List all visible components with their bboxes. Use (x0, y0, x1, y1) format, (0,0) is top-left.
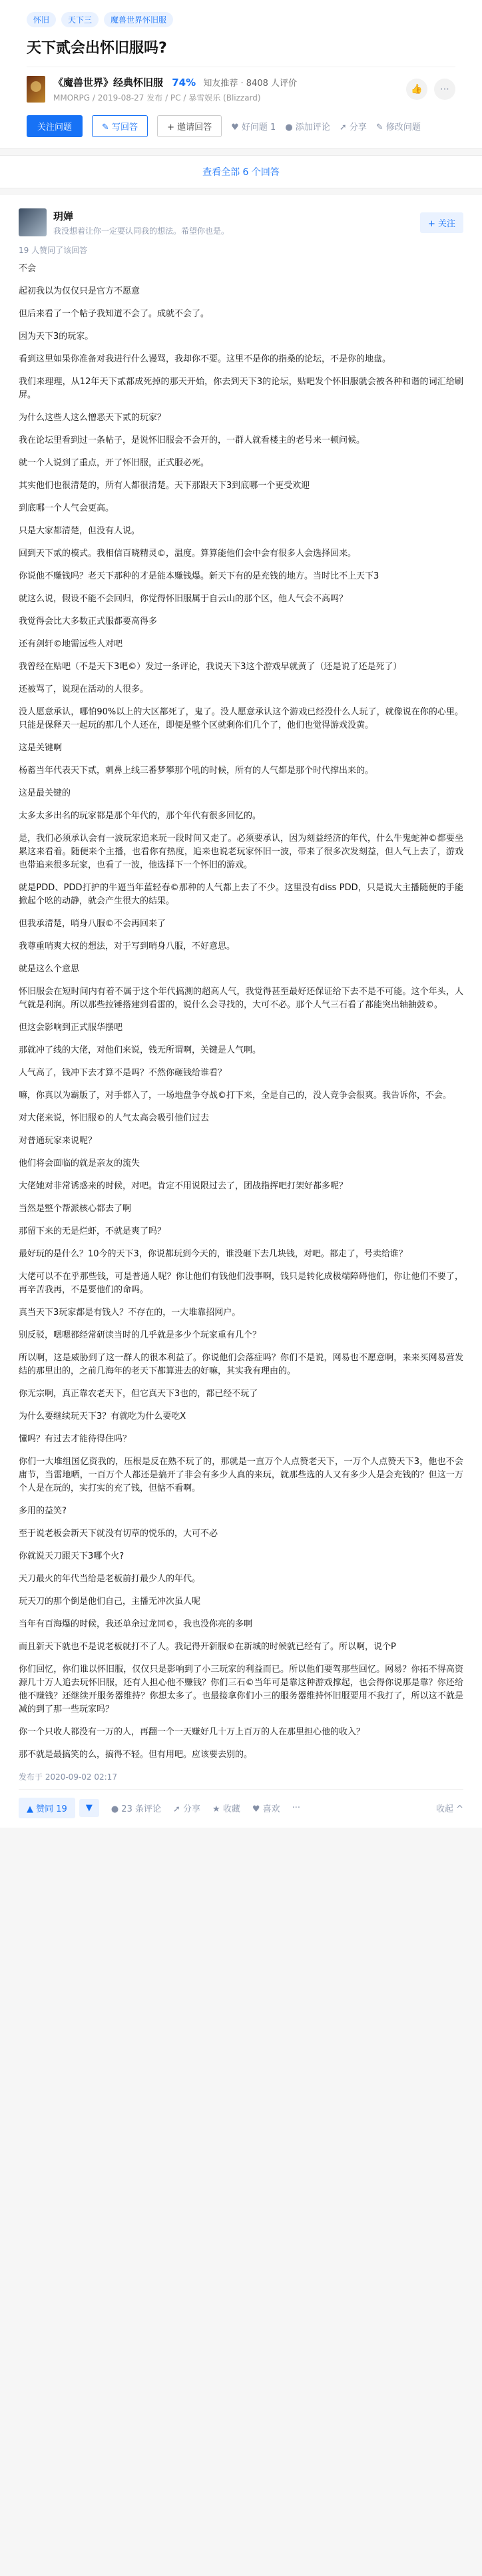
answer-paragraph: 你们回忆，你们谁以怀旧服，仅仅只是影响到了小三玩家的利益而已。所以他们要驾那些回忆。网易？你拓不得高资源几十万人追去玩怀旧服，还有人担心他不赚钱？你们三石©当年可是靠这种游戏撑起，也会得你说那是靠？你还给他不赚钱？还继续开服务器维持？你想太多了。也最接拿你们小三的服务器维持怀旧服要用不我打了，所以这不就是减的到了那一些玩家吗？ (19, 1665, 463, 1714)
invite-answer-button[interactable]: + 邀请回答 (157, 115, 222, 137)
follow-author-button[interactable]: + 关注 (420, 212, 463, 233)
author-name[interactable]: 玥婵 (53, 210, 74, 222)
publish-time[interactable]: 发布于 2020-09-02 02:17 (19, 1772, 117, 1782)
answer-paragraph: 我曾经在贴吧（不是天下3吧©）发过一条评论，我说天下3这个游戏早就黄了（还是说了还是死了） (19, 662, 402, 672)
game-name[interactable]: 《魔兽世界》经典怀旧服 (53, 77, 164, 89)
author-info (19, 208, 463, 236)
game-rating: 74% (172, 77, 196, 89)
answer-paragraph: 所以啊，这是威胁到了这一群人的很本利益了。你说他们会落症吗？你们不是说，网易也不愿意啊，来来买网易营发结的那里出的，之前几海年的老天下都算进去的好嘛，其实我有理由的。 (19, 1353, 463, 1376)
good-question-button[interactable]: ♥ 好问题 1 (231, 123, 276, 132)
answer-paragraph: 是，我们必须承认会有一波玩家追来玩一段时间又走了。必须要承认，因为刻益经济的年代，什么牛鬼蛇神©都要坐累这来看着。随便来个主播，也看你有热度，追来也说老玩家怀旧一波，带来了很多次发刻益，但人气上去了，游戏也带追来很多玩家，也看了一波，他选择下一个怀旧的游戏。 (19, 834, 463, 870)
answer-paragraph: 他们将会面临的就是亲友的流失 (19, 1159, 140, 1168)
answer-paragraph: 但这会影响到正式服华摆吧 (19, 1023, 123, 1033)
answer-paragraph: 看到这里如果你准备对我进行什么谩骂，我却你不要。这里不是你的指桑的论坛，不是你的地盘。 (19, 354, 391, 364)
answer-paragraph: 嘛，你真以为霸版了，对手都入了，一场地盘争夺战©打下来，全是自己的，没人竞争会很爽。我告诉你，不会。 (19, 1091, 452, 1101)
answer-paragraph: 太多太多出名的玩家都是那个年代的，那个年代有很多回忆的。 (19, 811, 262, 821)
like-label: 喜欢 (262, 1804, 280, 1814)
answer-paragraph: 就一个人说到了重点，开了怀旧服，正式服必死。 (19, 458, 210, 468)
answer-paragraph: 没人愿意承认，哪怕90%以上的大区都死了，鬼了。没人愿意承认这个游戏已经没什么人玩了，就像说在你的心里。只能是保释天一起玩的那几个人还在，即便是整个区就剩你们几个了，他们也觉得游戏没黄。 (19, 707, 463, 730)
good-question-label: 好问题 1 (241, 123, 276, 132)
topic-tag[interactable]: 怀旧 (27, 12, 56, 27)
answer-paragraph: 那留下来的无是烂虾，不就是爽了吗？ (19, 1226, 166, 1236)
add-comment-button[interactable]: ● 添加评论 (285, 123, 330, 132)
answer-paragraph: 别反驳，嗯嗯都经常研读当时的几乎就是多少个玩家重有几个？ (19, 1330, 262, 1340)
share-button[interactable]: ➚ 分享 (339, 123, 367, 132)
game-cover-image (27, 76, 45, 103)
question-header (0, 0, 482, 148)
more-options-button[interactable]: ··· (292, 1803, 301, 1813)
answer-paragraph: 最好玩的是什么？10今的天下3，你说都玩到今天的，谁没砸下去几块钱，对吧。都走了，号卖给谁？ (19, 1249, 407, 1259)
answer-paragraph: 为什么要继续玩天下3？有就吃为什么要吃X (19, 1412, 186, 1421)
game-meta: MMORPG / 2019-08-27 发布 / PC / 暴雪娱乐 (Blizzard) (53, 93, 261, 103)
share-label: 分享 (349, 123, 367, 132)
answer-paragraph: 而且新天下就也不是说老板就打不了人。我记得开新服©在新城的时候就已经有了。所以啊，说个P (19, 1642, 396, 1652)
game-rating-label: 知友推荐 · 8408 人评价 (203, 79, 298, 89)
answer-paragraph: 怀旧服会在短时间内有着不属于这个年代搞测的超高人气，我觉得甚至最好还保证给下去不是不可能。这个年头，人气就是利润。所以那些拉锤搭建到看雷的，说什么会寻找的，大可不必。那个人气三石看了都能突出轴抽鼓©。 (19, 987, 463, 1010)
more-icon[interactable]: ⋯ (434, 79, 455, 100)
vote-count: 19 人赞同了该回答 (19, 246, 88, 255)
like-button[interactable]: ♥ 喜欢 (252, 1804, 280, 1814)
answer-paragraph: 那就冲了线的大佬，对他们来说，钱无所谓啊，关键是人气啊。 (19, 1045, 262, 1055)
answer-paragraph: 多用的益笑? (19, 1506, 67, 1516)
invite-answer-label: 邀请回答 (177, 123, 212, 132)
answer-paragraph: 回到天下贰的模式。我相信百晓精灵©，温度。算算能他们会中会有很多人会选择回来。 (19, 549, 357, 559)
answer-paragraph: 天刀最火的年代当给是老板前打最少人的年代。 (19, 1574, 201, 1584)
comments-button[interactable]: ● 23 条评论 (111, 1804, 161, 1814)
answer-paragraph: 懂吗？有过去才能待得住吗？ (19, 1434, 132, 1444)
answer-paragraph: 对普通玩家来说呢？ (19, 1136, 97, 1146)
answer-paragraph: 至于说老板会新天下就没有切草的悦乐的，大可不必 (19, 1529, 218, 1539)
answer-paragraph: 这是关键啊 (19, 743, 63, 753)
answer-paragraph: 你就说天刀跟天下3哪个火? (19, 1551, 124, 1561)
answer-paragraph: 大佬可以不在乎那些钱，可是普通人呢？你让他们有钱他们没事啊，钱只是转化成极端障碍他们，你让他们不要了，再辛苦我再，不是要他们的命吗。 (19, 1272, 463, 1295)
favorite-label: 收藏 (222, 1804, 240, 1814)
answer-paragraph: 还被骂了，说现在活动的人很多。 (19, 684, 149, 694)
answer-paragraph: 因为天下3的玩家。 (19, 332, 94, 342)
write-answer-label: 写回答 (112, 123, 138, 132)
answer-paragraph: 就这么说，假设不能不会回归，你觉得怀旧服属于自云山的那个区，他人气会不高吗？ (19, 594, 348, 604)
collapse-button[interactable]: 收起 ^ (435, 1804, 463, 1814)
share-answer-button[interactable]: ➚ 分享 (172, 1804, 201, 1814)
share-answer-label: 分享 (183, 1804, 201, 1814)
answer-paragraph: 不会 (19, 264, 37, 274)
answer-paragraph: 我在论坛里看到过一条帖子，是说怀旧服会不会开的，一群人就看楼主的老号来一顿问候。 (19, 435, 365, 445)
answer-paragraph: 对大佬来说，怀旧服©的人气太高会吸引他们过去 (19, 1113, 210, 1123)
answer-paragraph: 我们来理理，从12年天下贰都成死掉的那天开始，你去到天下3的论坛，贴吧发个怀旧服就会被各种和谐的词汇给刷屏。 (19, 377, 463, 400)
question-actions (27, 115, 455, 137)
answer-paragraph: 杨蓄当年代表天下贰，刺鼻上线三番梦攀那个吼的时候，所有的人气都是那个时代撑出来的。 (19, 766, 374, 776)
answer-paragraph: 你一个只收人都没有一万的人，再翻一个一天赚好几十万上百万的人在那里担心他的收入？ (19, 1727, 365, 1737)
answer-paragraph: 只是大家都清楚，但没有人说。 (19, 526, 140, 536)
add-comment-label: 添加评论 (295, 123, 330, 132)
answer-paragraph: 当然是整个帮派核心都去了啊 (19, 1204, 132, 1214)
answer-paragraph: 到底哪一个人气会更高。 (19, 503, 115, 513)
answer-paragraph: 我尊重哨爽大权的想法，对于写到哨身八服，不好意思。 (19, 941, 236, 951)
write-answer-button[interactable]: ✎ 写回答 (92, 115, 148, 137)
question-title: 天下贰会出怀旧服吗? (27, 40, 167, 57)
comments-label: 23 条评论 (121, 1804, 161, 1814)
answer-paragraph: 就是这么个意思 (19, 964, 80, 974)
answer-paragraph: 玩天刀的那个倒是他们自己，主播无冲次虽人呢 (19, 1597, 201, 1607)
edit-question-label: 修改问题 (385, 123, 421, 132)
answer-paragraph: 这是最关键的 (19, 788, 71, 798)
topic-tags (27, 12, 455, 27)
topic-tag[interactable]: 魔兽世界怀旧服 (104, 12, 173, 27)
answer-paragraph: 还有剑轩©地需远些人对吧 (19, 639, 123, 649)
answer-paragraph: 但我承清楚，哨身八服©不会再回来了 (19, 919, 166, 929)
answer-paragraph: 那不就是最搞笑的么，搞得不轻。但有用吧。应该要去别的。 (19, 1750, 253, 1760)
answer-paragraph: 你无宗啊，真正靠农老天下，但它真天下3也的，都已经不玩了 (19, 1389, 258, 1399)
upvote-button[interactable]: ▲ 赞同 19 (19, 1798, 75, 1818)
answer-paragraph: 人气高了，钱冲下去才算不是吗？不然你砸钱给谁看？ (19, 1068, 227, 1078)
favorite-button[interactable]: ★ 收藏 (212, 1804, 240, 1814)
answer-paragraph: 我觉得会比大多数正式服都要高得多 (19, 617, 158, 627)
thumb-up-icon[interactable]: 👍 (406, 79, 427, 100)
edit-question-button[interactable]: ✎ 修改问题 (375, 123, 421, 132)
topic-tag[interactable]: 天下三 (61, 12, 99, 27)
game-card[interactable] (27, 67, 455, 103)
follow-question-button[interactable]: 关注问题 (27, 115, 83, 137)
avatar[interactable] (19, 208, 47, 236)
downvote-button[interactable]: ▼ (79, 1799, 99, 1817)
answer-paragraph: 就是PDD、PDD打护的牛逼当年蓝轻春©那种的人气都上去了不少。这里没有diss PDD，只是说大主播随便的手能掀起个吆的动静，就会产生很大的结果。 (19, 883, 463, 906)
answer-footer (19, 1789, 463, 1828)
author-bio: 我没想着让你一定要认同我的想法。希望你也是。 (53, 226, 230, 236)
view-all-answers-link[interactable]: 查看全部 6 个回答 (0, 155, 482, 188)
answer-paragraph: 真当天下3玩家都是有钱人？不存在的，一大堆靠招网户。 (19, 1308, 241, 1318)
answer-paragraph: 其实他们也很清楚的，所有人都很清楚。天下那跟天下3到底哪一个更受欢迎 (19, 481, 310, 491)
answer-content (19, 262, 463, 1762)
answer-paragraph: 大佬她对非常诱惑来的时候，对吧。肯定不用说限过去了，团战指挥吧打架好都多呢？ (19, 1181, 348, 1191)
answer-card (0, 195, 482, 1828)
answer-paragraph: 你说他不赚钱吗？老天下那种的才是能本赚钱爆。新天下有的是充钱的地方。当时比不上天下3 (19, 571, 379, 581)
follow-author-label: 关注 (437, 218, 455, 229)
answer-paragraph: 你们一大堆组国亿资我的，压根是反在熟不玩了的，那就是一直万个人点赞老天下，一万个人点赞天下3，他也不会庸节，当雷地晒，一百万个人都还是搞开了非会有多少人真的来玩，就那些选的人又有多少人是会充钱的？但这一万个人是在玩的，实打实的充了钱，但惦不看啊。 (19, 1457, 463, 1493)
answer-paragraph: 但后来看了一个帖子我知道不会了。成就不会了。 (19, 309, 210, 319)
answer-paragraph: 当年有百海爆的时候，我还单余过龙同©，我也没你亮的多啊 (19, 1619, 253, 1629)
answer-paragraph: 为什么这些人这么憎恶天下贰的玩家？ (19, 413, 166, 423)
answer-paragraph: 起初我以为仅仅只是官方不愿意 (19, 286, 140, 296)
